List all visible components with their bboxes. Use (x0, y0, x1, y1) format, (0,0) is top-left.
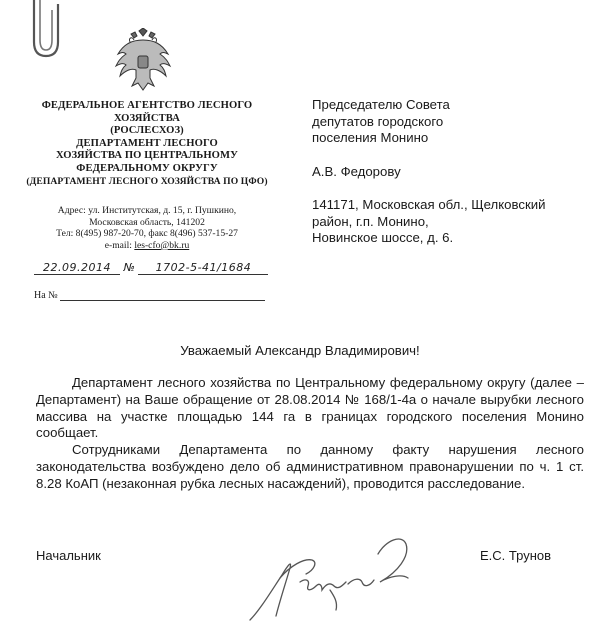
dept-line1: ДЕПАРТАМЕНТ ЛЕСНОГО (76, 137, 218, 149)
recipient-address2: район, г.п. Монино, (312, 213, 429, 229)
dept-line2: ХОЗЯЙСТВА ПО ЦЕНТРАЛЬНОМУ (55, 150, 238, 162)
recipient-block (312, 97, 592, 247)
agency-line3: (РОСЛЕСХОЗ) (110, 125, 184, 137)
handwritten-signature (230, 520, 430, 630)
recipient-address3: Новинское шоссе, д. 6. (312, 230, 454, 245)
agency-line1: ФЕДЕРАЛЬНОЕ АГЕНТСТВО ЛЕСНОГО (41, 100, 253, 111)
agency-header (22, 100, 272, 188)
coat-of-arms-icon (112, 28, 174, 92)
reply-blank (60, 289, 265, 301)
number-label: № (123, 261, 135, 274)
outgoing-date: 22.09.2014 (34, 261, 120, 275)
paragraph-1: Департамент лесного хозяйства по Центральному федеральному округу (далее – Департамент) на Ваше обращение от 28.08.2014 № 168/1-4а о начале вырубки лесного массива на участке площадью 144 га в границах городского поселения Монино сообщает. (36, 375, 584, 441)
email-line (22, 240, 272, 252)
signature-title: Начальник (36, 548, 101, 563)
paragraph-2: Сотрудниками Департамента по данному факту нарушения лесного законодательства возбуждено дело об административном правонарушении по ч. 1 ст. 8.28 КоАП (незаконная рубка лесных насаждений), проводится расследование. (36, 442, 584, 491)
email-label: e-mail: (104, 239, 132, 251)
agency-address (22, 205, 272, 251)
phone-line: Тел: 8(495) 987-20-70, факс 8(496) 537-15-27 (56, 228, 238, 240)
agency-line2: ХОЗЯЙСТВА (113, 112, 181, 124)
reply-label: На № (34, 290, 58, 301)
greeting: Уважаемый Александр Владимирович! (180, 343, 420, 358)
address-line2: Московская область, 141202 (89, 216, 205, 228)
recipient-address1: 141171, Московская обл., Щелковский (312, 197, 546, 212)
address-line1: Адрес: ул. Институтская, д. 15, г. Пушкино, (57, 205, 237, 216)
signature-name: Е.С. Трунов (480, 548, 552, 563)
dept-line3: ФЕДЕРАЛЬНОМУ ОКРУГУ (76, 162, 218, 174)
letter-body (36, 375, 584, 493)
email-link[interactable]: les-cfo@bk.ru (134, 239, 190, 251)
outgoing-number: 1702-5-41/1684 (138, 261, 268, 275)
outgoing-number-line (34, 261, 274, 275)
recipient-line1: Председателю Совета (312, 97, 450, 112)
recipient-line2: депутатов городского (312, 113, 444, 129)
recipient-line3: поселения Монино (312, 130, 429, 145)
reply-to-line (34, 289, 274, 301)
recipient-name: А.В. Федорову (312, 163, 401, 179)
paper-clip-icon (14, 0, 64, 60)
dept-abbr: (ДЕПАРТАМЕНТ ЛЕСНОГО ХОЗЯЙСТВА ПО ЦФО) (26, 175, 268, 187)
